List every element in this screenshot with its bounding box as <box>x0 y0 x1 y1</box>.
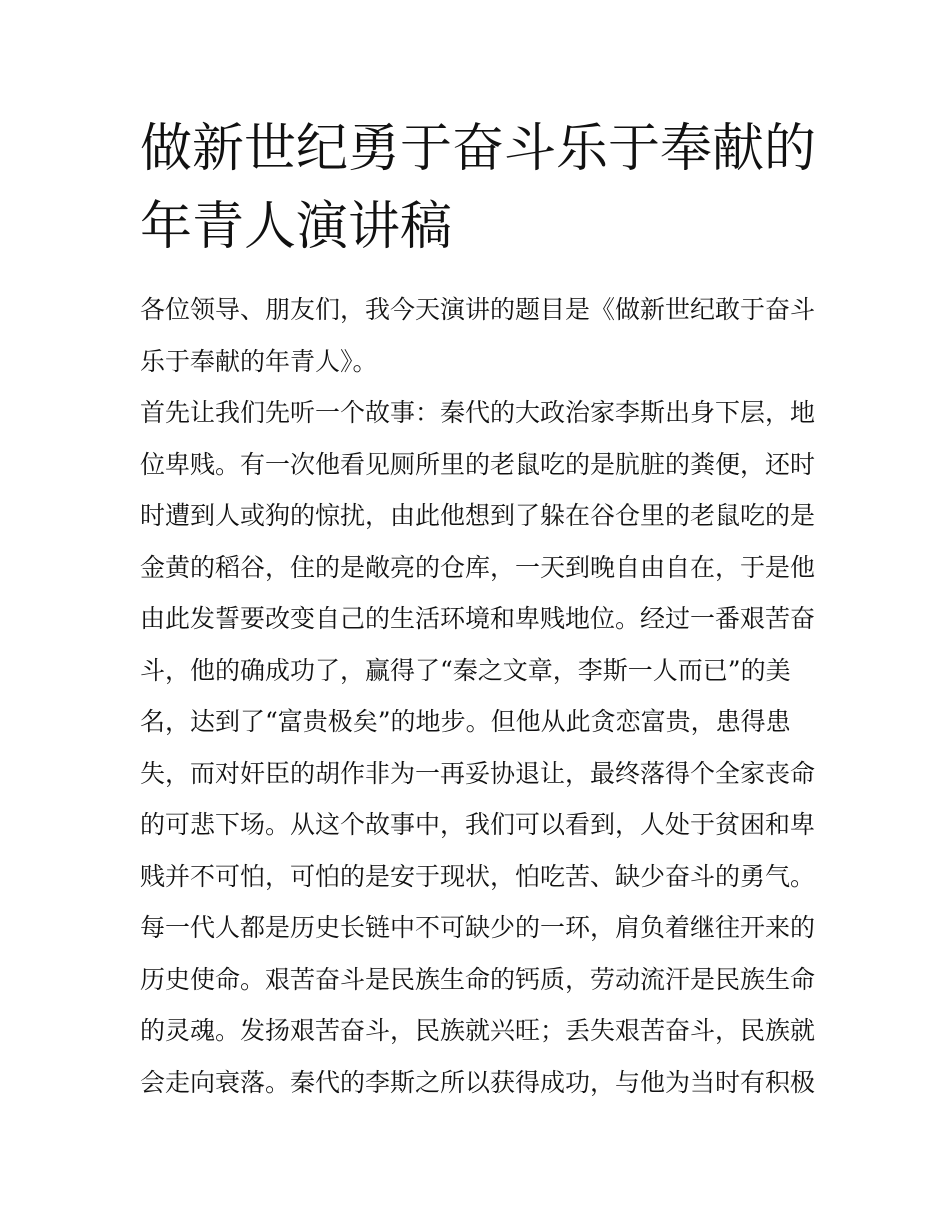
title-line: 做新世纪勇于奋斗乐于奉献的 <box>140 119 817 179</box>
document-page <box>140 110 820 1108</box>
body-line: 会走向衰落。秦代的李斯之所以获得成功，与他为当时有积极 <box>140 1067 816 1097</box>
body-line: 斗，他的确成功了，赢得了“秦之文章，李斯一人而已”的美 <box>140 655 791 685</box>
body-line: 每一代人都是历史长链中不可缺少的一环，肩负着继往开来的 <box>140 913 816 942</box>
title-line: 年青人演讲稿 <box>140 197 453 257</box>
body-line: 时遭到人或狗的惊扰，由此他想到了躲在谷仓里的老鼠吃的是 <box>140 501 816 530</box>
body-line: 乐于奉献的年青人》。 <box>140 346 378 376</box>
body-line: 由此发誓要改变自己的生活环境和卑贱地位。经过一番艰苦奋 <box>140 604 816 633</box>
body-line: 贱并不可怕，可怕的是安于现状，怕吃苦、缺少奋斗的勇气。 <box>140 861 816 891</box>
body-line: 的灵魂。发扬艰苦奋斗，民族就兴旺；丢失艰苦奋斗，民族就 <box>140 1016 816 1045</box>
document-body <box>140 284 820 1108</box>
body-line: 各位领导、朋友们，我今天演讲的题目是《做新世纪敢于奋斗 <box>140 295 816 324</box>
body-line: 首先让我们先听一个故事：秦代的大政治家李斯出身下层，地 <box>140 398 816 427</box>
document-title <box>140 110 820 266</box>
body-line: 失，而对奸臣的胡作非为一再妥协退让，最终落得个全家丧命 <box>140 758 816 788</box>
body-line: 金黄的稻谷，住的是敞亮的仓库，一天到晚自由自在，于是他 <box>140 552 816 582</box>
body-line: 位卑贱。有一次他看见厕所里的老鼠吃的是肮脏的粪便，还时 <box>140 449 816 479</box>
body-line: 的可悲下场。从这个故事中，我们可以看到，人处于贫困和卑 <box>140 810 816 839</box>
body-line: 名，达到了“富贵极矣”的地步。但他从此贪恋富贵，患得患 <box>140 707 791 736</box>
body-line: 历史使命。艰苦奋斗是民族生命的钙质，劳动流汗是民族生命 <box>140 964 816 994</box>
